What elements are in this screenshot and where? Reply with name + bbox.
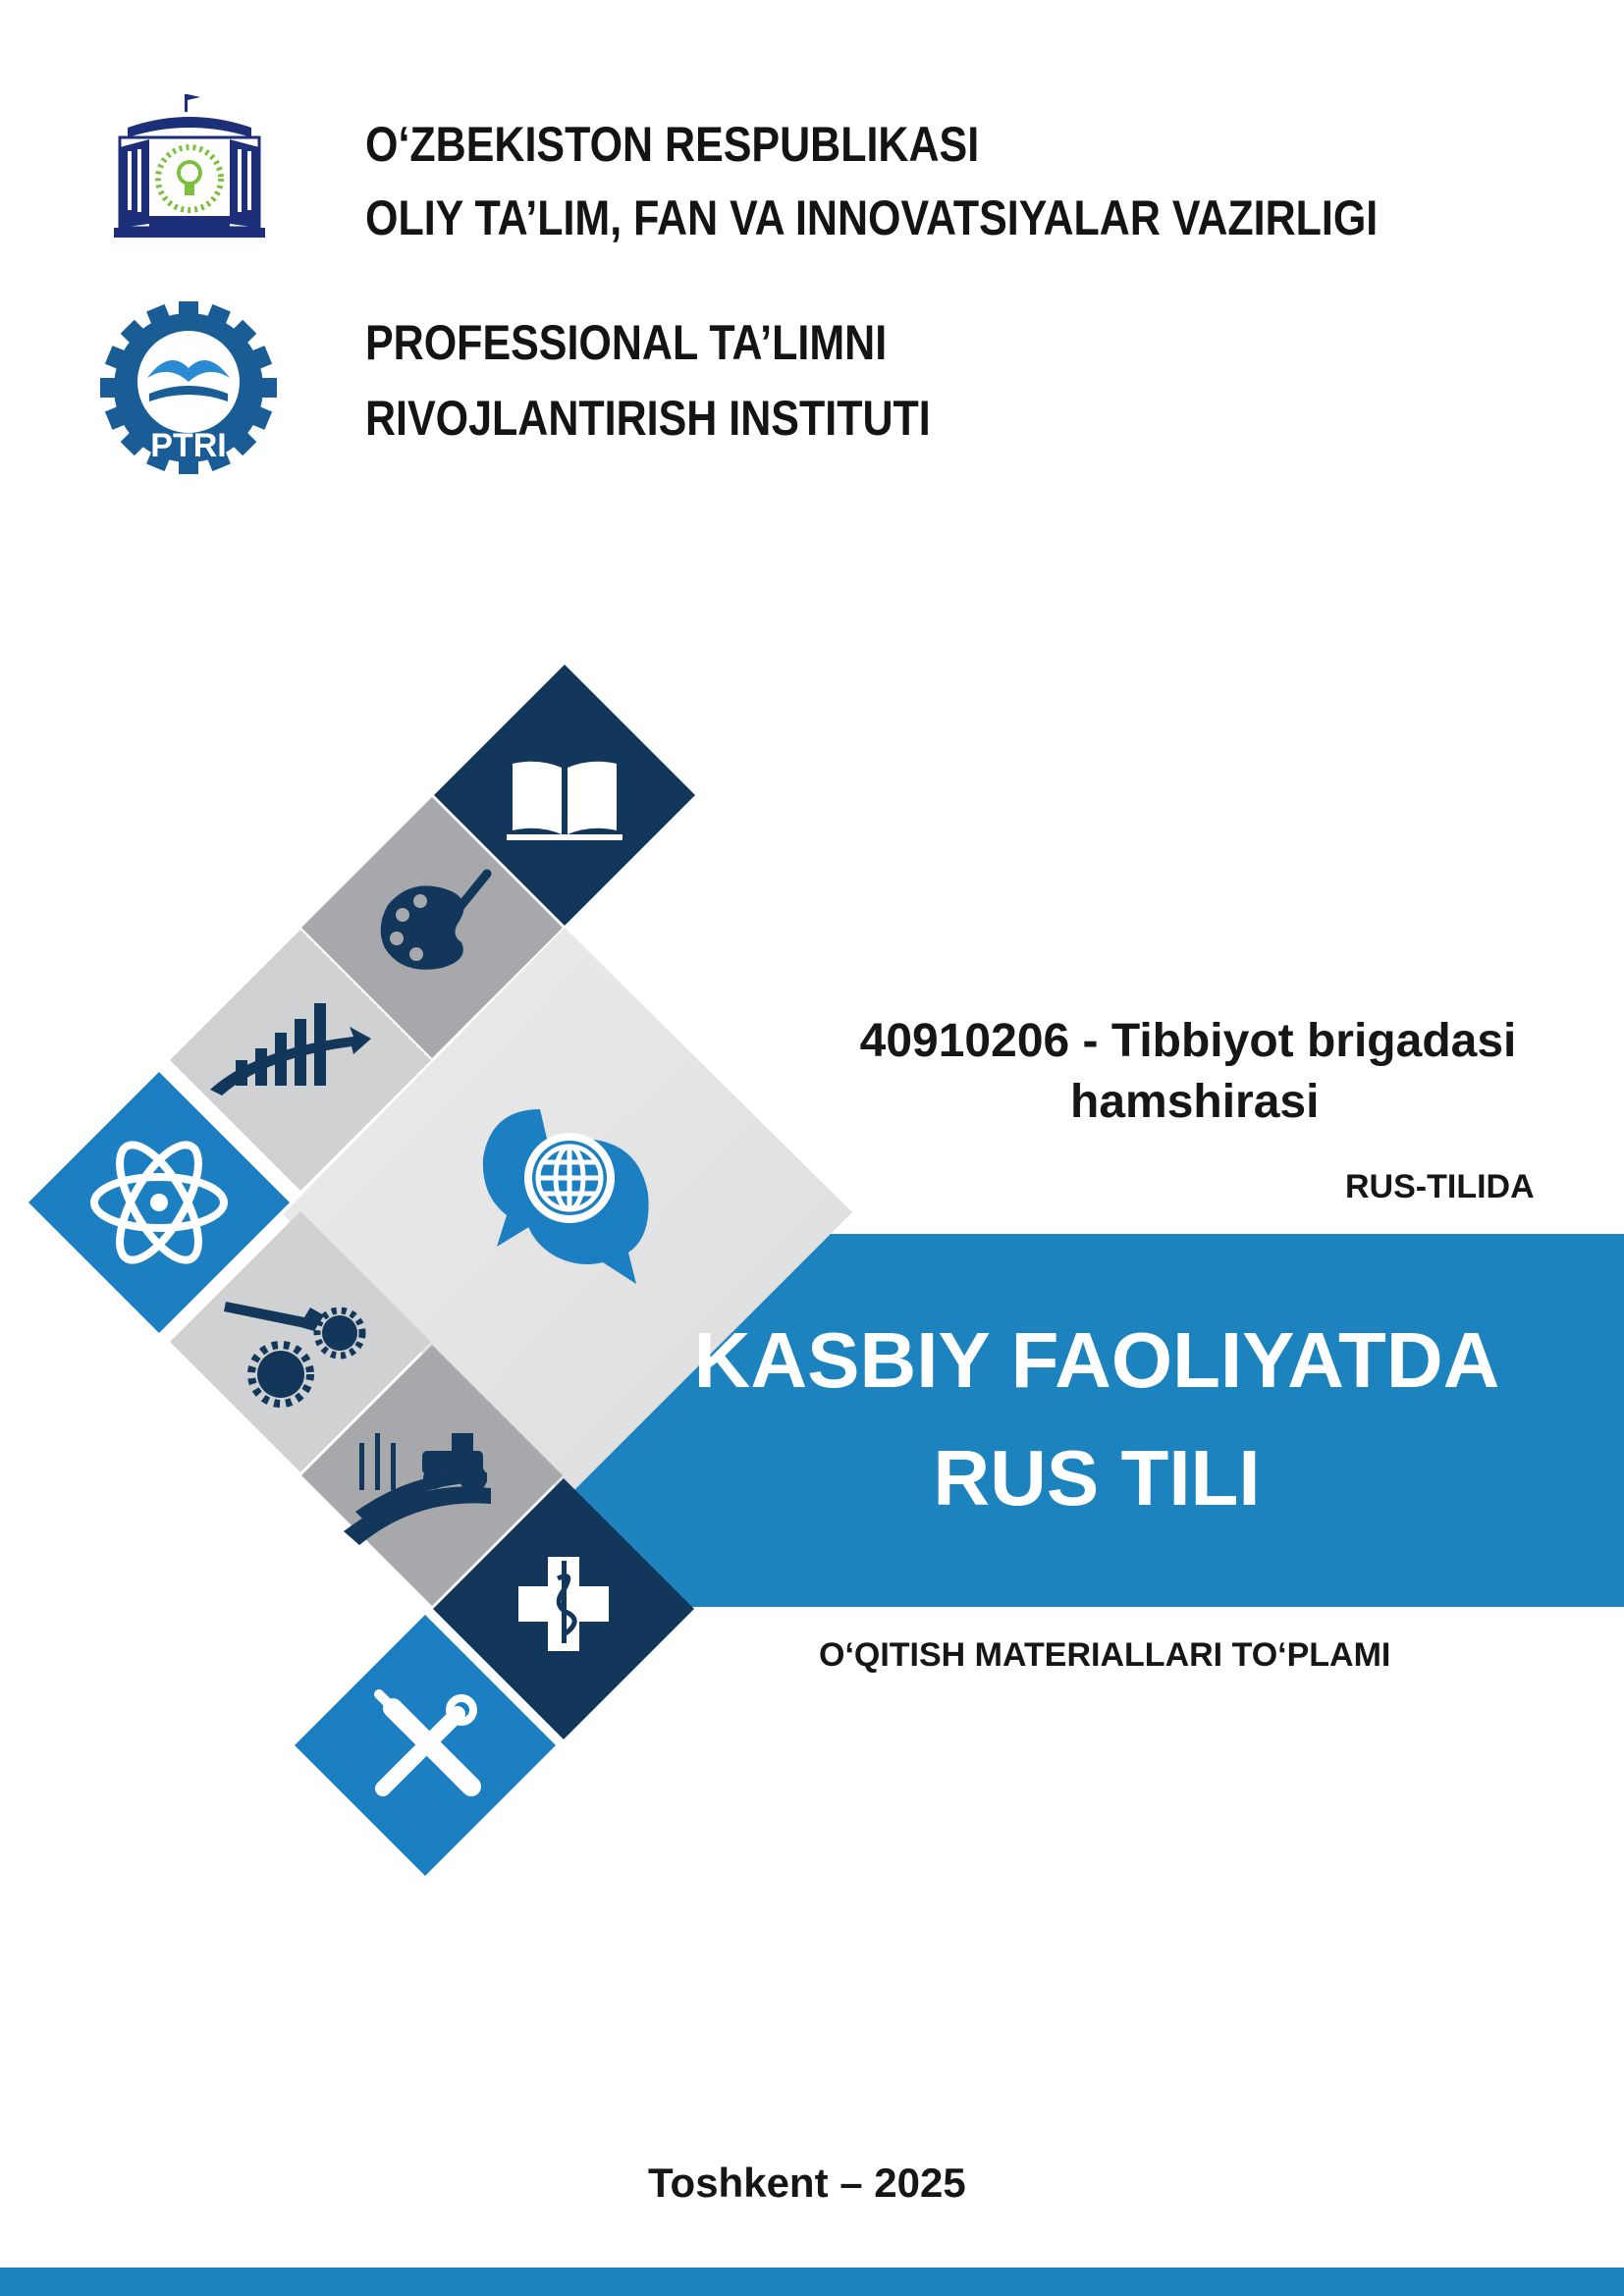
title-line-2: RUS TILI (933, 1434, 1261, 1522)
ptri-logo (98, 299, 279, 476)
globe-chat-icon (471, 1099, 677, 1296)
title-line-1: KASBIY FAOLIYATDA (693, 1316, 1500, 1404)
ministry-line-2: OLIY TA’LIM, FAN VA INNOVATSIYALAR VAZIRLIGI (365, 190, 1379, 245)
institute-line-2: RIVOJLANTIRISH INSTITUTI (365, 391, 931, 446)
ministry-logo (110, 88, 269, 245)
ministry-line-1: O‘ZBEKISTON RESPUBLIKASI (365, 117, 980, 172)
ptri-logo-text: PTRI (150, 427, 227, 464)
cover-mosaic (0, 648, 884, 1895)
institute-line-1: PROFESSIONAL TA’LIMNI (365, 315, 888, 370)
program-code-line-1: 40910206 - Tibbiyot brigadasi (859, 1015, 1517, 1067)
language-note: RUS-TILIDA (1345, 1168, 1535, 1205)
subtitle: O‘QITISH MATERIALLARI TO‘PLAMI (819, 1636, 1391, 1674)
program-code-line-2: hamshirasi (1070, 1076, 1320, 1128)
footer-bar (0, 2268, 1624, 2296)
footer-place-year: Toshkent – 2025 (648, 2160, 966, 2206)
